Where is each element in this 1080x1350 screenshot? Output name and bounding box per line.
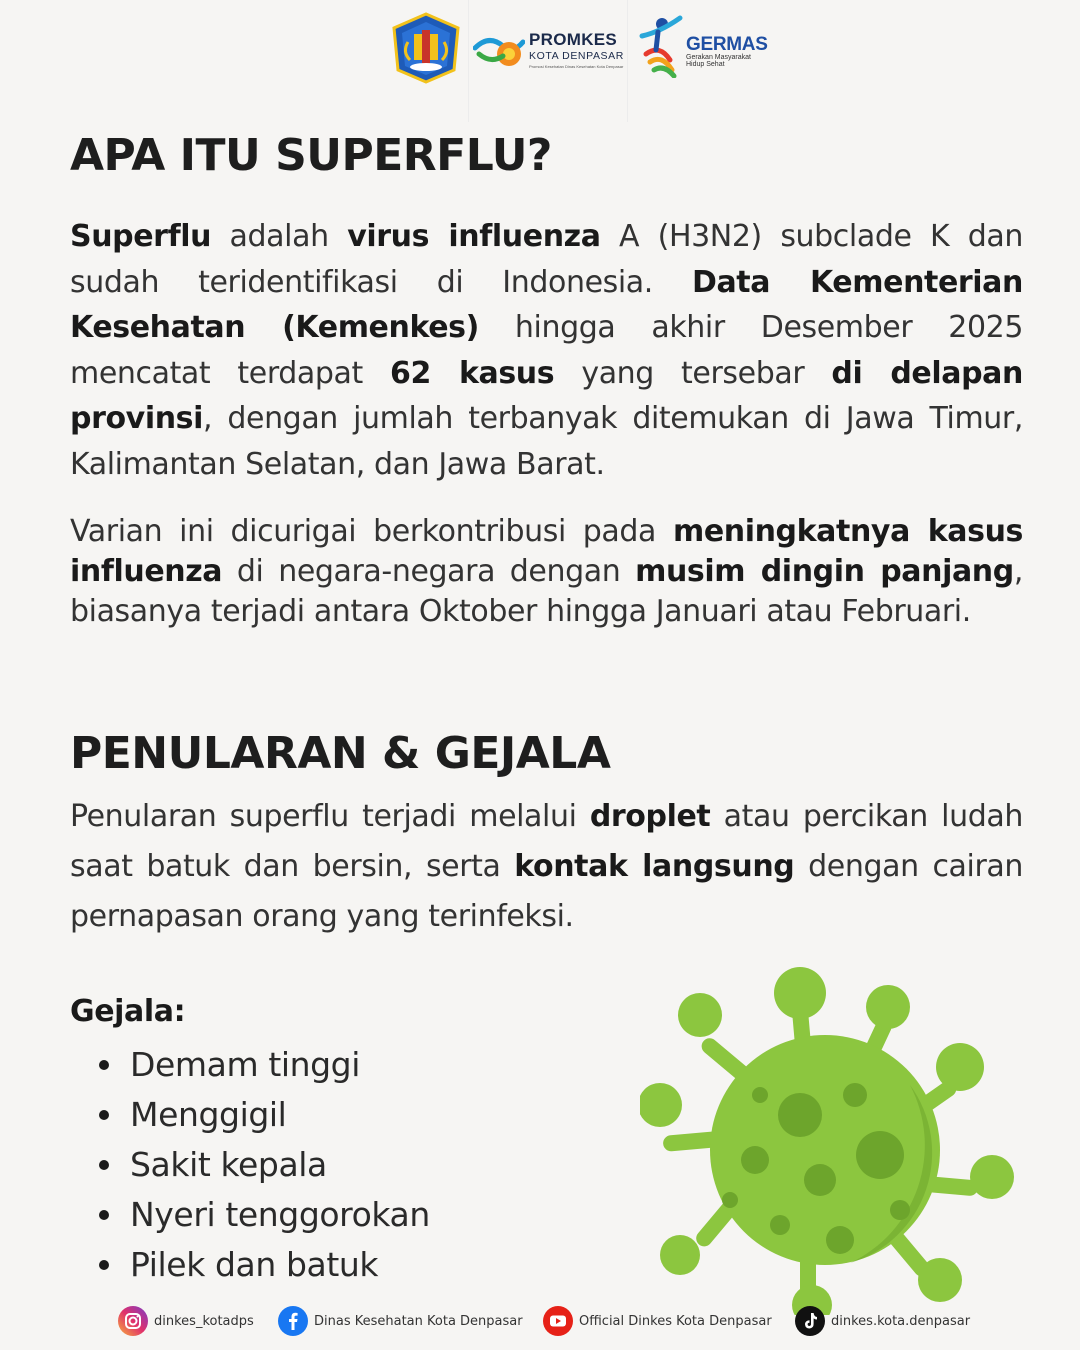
section-title-transmission: PENULARAN & GEJALA bbox=[70, 728, 611, 779]
symptoms-list bbox=[130, 1040, 430, 1290]
youtube-channel-name: Official Dinkes Kota Denpasar bbox=[579, 1313, 772, 1329]
germas-title: GERMAS bbox=[686, 34, 768, 55]
body-text: dengan cairan pernapasan orang yang terinfeksi. bbox=[70, 849, 1023, 934]
tiktok-link[interactable] bbox=[795, 1304, 970, 1338]
emphasis-text: droplet bbox=[589, 799, 711, 834]
emphasis-text: meningkatnya kasus influenza bbox=[70, 514, 1023, 589]
facebook-icon bbox=[278, 1306, 308, 1336]
body-text: adalah bbox=[211, 219, 348, 254]
body-text: Varian ini dicurigai berkontribusi pada bbox=[70, 514, 673, 549]
promkes-swirl-icon bbox=[473, 28, 525, 72]
instagram-link[interactable] bbox=[118, 1304, 254, 1338]
germas-subtitle-line-2: Hidup Sehat bbox=[686, 61, 725, 68]
emphasis-text: Data Kementerian Kesehatan (Kemenkes) bbox=[70, 264, 1023, 345]
promkes-subtitle: KOTA DENPASAR bbox=[529, 50, 624, 62]
list-item: Nyeri tenggorokan bbox=[130, 1190, 430, 1240]
body-text: A (H3N2) subclade K dan sudah teridentifikasi di Indonesia. bbox=[70, 219, 1023, 300]
emphasis-text: virus influenza bbox=[347, 219, 601, 254]
body-text: Penularan superflu terjadi melalui bbox=[70, 799, 590, 834]
header-logos bbox=[0, 0, 1080, 120]
emphasis-text: Superflu bbox=[70, 219, 212, 254]
paragraph-transmission bbox=[70, 792, 1023, 942]
tiktok-handle: dinkes.kota.denpasar bbox=[831, 1313, 971, 1329]
body-text: yang tersebar bbox=[554, 355, 832, 391]
list-item: Sakit kepala bbox=[130, 1140, 430, 1190]
emphasis-text: kontak langsung bbox=[514, 849, 795, 884]
germas-logo bbox=[636, 14, 776, 80]
facebook-link[interactable] bbox=[278, 1304, 523, 1338]
promkes-title: PROMKES bbox=[529, 30, 618, 49]
emphasis-text: di delapan provinsi bbox=[70, 355, 1023, 436]
germas-subtitle-line-1: Gerakan Masyarakat bbox=[686, 54, 751, 61]
section-title-superflu: APA ITU SUPERFLU? bbox=[70, 130, 552, 181]
tiktok-icon bbox=[795, 1306, 825, 1336]
youtube-link[interactable] bbox=[543, 1304, 772, 1338]
body-text: di negara-negara dengan bbox=[222, 554, 636, 589]
facebook-page-name: Dinas Kesehatan Kota Denpasar bbox=[314, 1313, 523, 1329]
promkes-logo bbox=[468, 0, 628, 122]
body-text: atau percikan ludah saat batuk dan bersin, serta bbox=[70, 799, 1023, 884]
emphasis-text: musim dingin panjang bbox=[635, 554, 1014, 589]
list-item: Pilek dan batuk bbox=[130, 1240, 430, 1290]
instagram-icon bbox=[118, 1306, 148, 1336]
germas-figure-icon bbox=[636, 14, 686, 78]
paragraph-variant-info bbox=[70, 512, 1023, 632]
promkes-tagline: Promosi Kesehatan Dinas Kesehatan Kota Denpasar bbox=[529, 64, 624, 69]
instagram-handle: dinkes_kotadps bbox=[154, 1313, 254, 1329]
virus-illustration-icon bbox=[640, 955, 1030, 1315]
symptoms-label: Gejala: bbox=[70, 994, 186, 1029]
list-item: Menggigil bbox=[130, 1090, 430, 1140]
footer-social-links bbox=[0, 1300, 1080, 1344]
body-text: hingga akhir Desember 2025 mencatat terdapat bbox=[70, 310, 1024, 391]
germas-subtitle bbox=[686, 54, 766, 68]
body-text: , biasanya terjadi antara Oktober hingga Januari atau Februari. bbox=[70, 554, 1023, 629]
body-text: , dengan jumlah terbanyak ditemukan di Jawa Timur, Kalimantan Selatan, dan Jawa Barat. bbox=[70, 401, 1023, 482]
youtube-icon bbox=[543, 1306, 573, 1336]
list-item: Demam tinggi bbox=[130, 1040, 430, 1090]
denpasar-city-emblem-icon bbox=[390, 12, 462, 84]
paragraph-superflu-definition bbox=[70, 214, 1023, 487]
emphasis-text: 62 kasus bbox=[389, 355, 555, 391]
